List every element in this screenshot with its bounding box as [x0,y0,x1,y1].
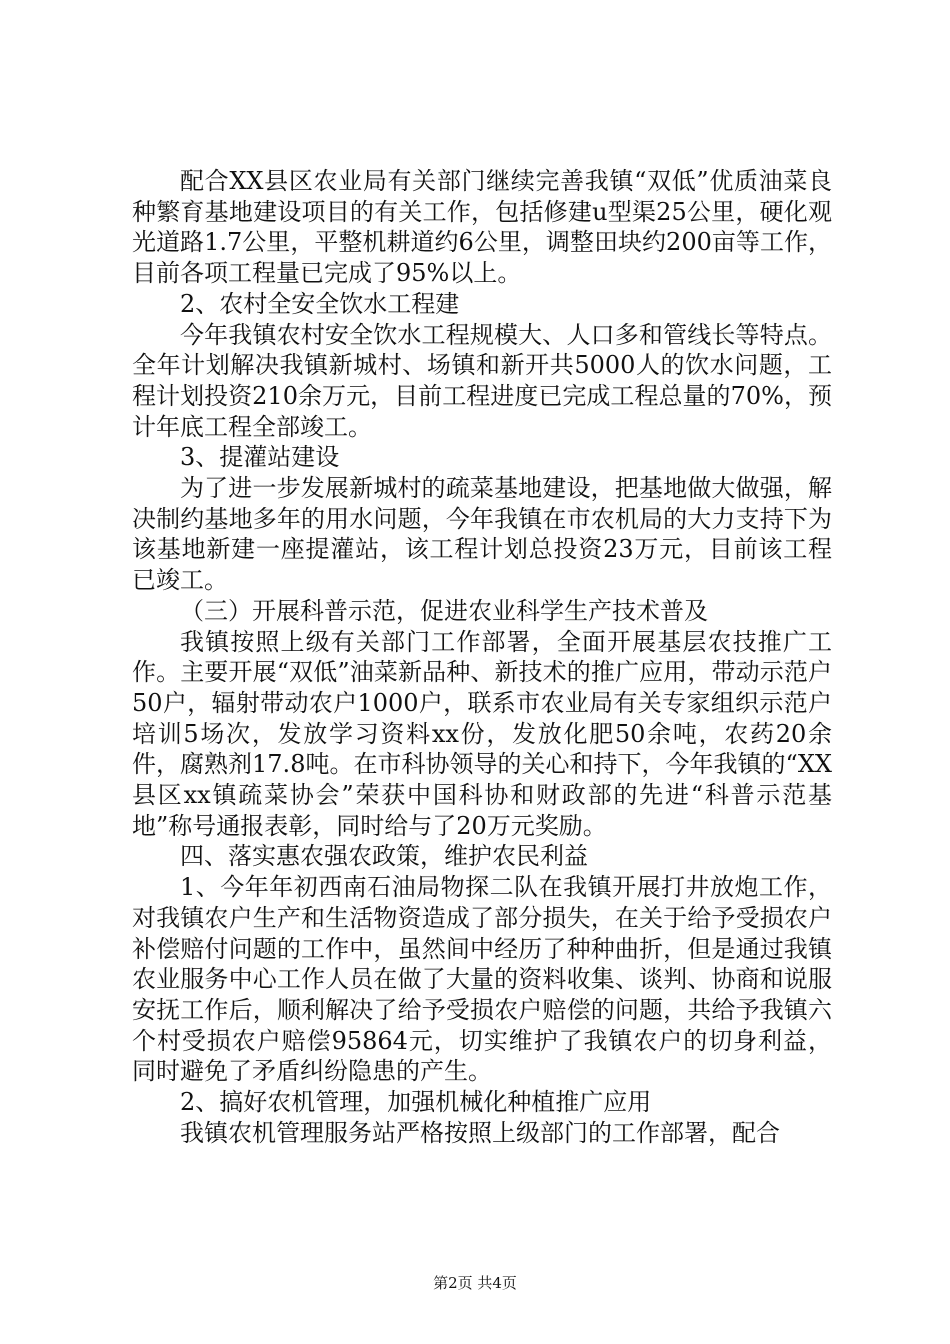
document-body [132,166,832,1149]
heading-science-demo: （三）开展科普示范，促进农业科学生产技术普及 [180,596,708,625]
heading-drinking-water: 2、农村全安全饮水工程建 [180,289,460,318]
paragraph-science-demo: 我镇按照上级有关部门工作部署，全面开展基层农技推广工作。主要开展“双低”油菜新品种、新技术的推广应用，带动示范户50户，辐射带动农户1000户，联系市农业局有关专家组织示范户培训5场次，发放学习资料xx份，发放化肥50余吨，农药20余件，腐熟剂17.8吨。在市科协领导的关心和持下，今年我镇的“XX县区xx镇疏菜协会”荣获中国科协和财政部的先进“科普示范基地”称号通报表彰，同时给与了20万元奖励。 [132,627,832,840]
paragraph-machinery: 我镇农机管理服务站严格按照上级部门的工作部署，配合 [180,1118,780,1147]
paragraph-pump-station: 为了进一步发展新城村的疏菜基地建设，把基地做大做强，解决制约基地多年的用水问题，今年我镇在市农机局的大力支持下为该基地新建一座提灌站，该工程计划总投资23万元，目前该工程已竣工。 [132,474,832,595]
heading-pump-station: 3、提灌站建设 [180,443,340,472]
heading-farmer-policy: 四、落实惠农强农政策，维护农民利益 [180,842,588,871]
paragraph-irrigation-project: 配合XX县区农业局有关部门继续完善我镇“双低”优质油菜良种繁育基地建设项目的有关工作，包括修建u型渠25公里，硬化观光道路1.7公里，平整机耕道约6公里，调整田块约200亩等工作，目前各项工程量已完成了95%以上。 [132,167,832,288]
paragraph-drinking-water: 今年我镇农村安全饮水工程规模大、人口多和管线长等特点。全年计划解决我镇新城村、场镇和新开共5000人的饮水问题，工程计划投资210余万元，目前工程进度已完成工程总量的70%，预计年底工程全部竣工。 [132,320,832,441]
paragraph-compensation: 1、今年年初西南石油局物探二队在我镇开展打井放炮工作，对我镇农户生产和生活物资造成了部分损失，在关于给予受损农户补偿赔付问题的工作中，虽然间中经历了种种曲折，但是通过我镇农业服务中心工作人员在做了大量的资料收集、谈判、协商和说服安抚工作后，顺利解决了给予受损农户赔偿的问题，共给予我镇六个村受损农户赔偿95864元，切实维护了我镇农户的切身利益，同时避免了矛盾纠纷隐患的产生。 [132,873,832,1086]
heading-machinery: 2、搞好农机管理，加强机械化种植推广应用 [180,1088,652,1117]
page-number-footer: 第2页 共4页 [433,1274,517,1292]
